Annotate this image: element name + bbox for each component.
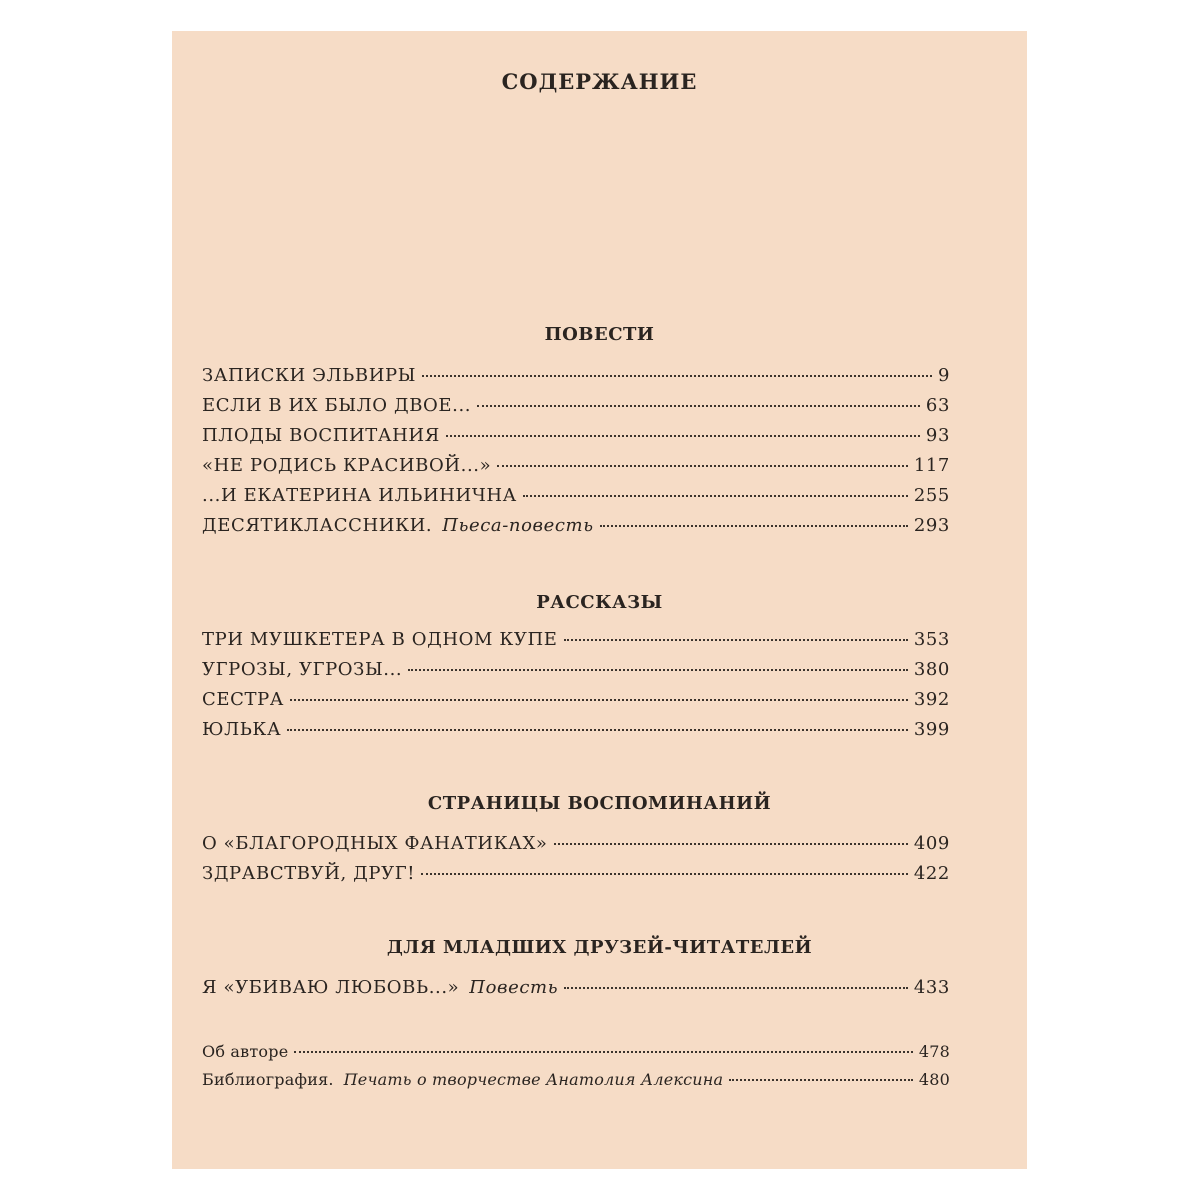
toc-entry-title: УГРОЗЫ, УГРОЗЫ...: [202, 659, 403, 680]
toc-entry-title: ЗДРАВСТВУЙ, ДРУГ!: [202, 863, 416, 884]
dot-leader: [564, 639, 908, 641]
toc-entry[interactable]: [202, 365, 950, 391]
dot-leader: [729, 1079, 913, 1081]
toc-entry-title: ЮЛЬКА: [202, 719, 282, 740]
toc-entry-page: 422: [913, 863, 950, 884]
toc-entry-page: 399: [913, 719, 950, 740]
toc-appendix-entry[interactable]: [202, 1042, 950, 1068]
dot-leader: [408, 669, 908, 671]
toc-entry[interactable]: [202, 515, 950, 541]
dot-leader: [446, 435, 920, 437]
toc-entry-subtitle: Пьеса-повесть: [442, 515, 594, 536]
page-title: СОДЕРЖАНИЕ: [501, 69, 698, 94]
section-heading-young-readers: ДЛЯ МЛАДШИХ ДРУЗЕЙ-ЧИТАТЕЛЕЙ: [386, 937, 813, 958]
toc-entry-page: 478: [918, 1042, 950, 1061]
toc-entry-page: 409: [913, 833, 950, 854]
book-page: [172, 31, 1027, 1169]
toc-entry-subtitle: Печать о творчестве Анатолия Алексина: [343, 1070, 724, 1089]
dot-leader: [294, 1051, 912, 1053]
toc-entry-page: 380: [913, 659, 950, 680]
dot-leader: [287, 729, 908, 731]
dot-leader: [421, 873, 908, 875]
dot-leader: [523, 495, 908, 497]
toc-entry-title: Я «УБИВАЮ ЛЮБОВЬ...»: [202, 977, 460, 998]
toc-entry[interactable]: [202, 863, 950, 889]
toc-entry[interactable]: [202, 485, 950, 511]
toc-entry-page: 117: [913, 455, 950, 476]
toc-entry-subtitle: Повесть: [469, 977, 559, 998]
toc-appendix-entry[interactable]: [202, 1070, 950, 1096]
toc-entry[interactable]: [202, 455, 950, 481]
toc-entry-page: 433: [913, 977, 950, 998]
toc-entry-title: ...И ЕКАТЕРИНА ИЛЬИНИЧНА: [202, 485, 517, 506]
toc-entry-page: 9: [937, 365, 950, 386]
section-heading-memories: СТРАНИЦЫ ВОСПОМИНАНИЙ: [427, 793, 772, 814]
toc-entry[interactable]: [202, 689, 950, 715]
toc-entry-title: ЗАПИСКИ ЭЛЬВИРЫ: [202, 365, 417, 386]
toc-entry-page: 392: [913, 689, 950, 710]
toc-entry[interactable]: [202, 833, 950, 859]
dot-leader: [422, 375, 932, 377]
section-heading-rasskazy: РАССКАЗЫ: [536, 592, 663, 613]
dot-leader: [497, 465, 908, 467]
toc-entry-title: ТРИ МУШКЕТЕРА В ОДНОМ КУПЕ: [202, 629, 558, 650]
toc-entry-page: 353: [913, 629, 950, 650]
toc-entry-title: Библиография.: [202, 1070, 334, 1089]
toc-entry-title: ПЛОДЫ ВОСПИТАНИЯ: [202, 425, 440, 446]
toc-entry-title: СЕСТРА: [202, 689, 285, 710]
toc-entry-page: 63: [925, 395, 950, 416]
toc-entry[interactable]: [202, 977, 950, 1003]
dot-leader: [477, 405, 920, 407]
toc-entry-title: ЕСЛИ В ИХ БЫЛО ДВОЕ...: [202, 395, 472, 416]
toc-entry-page: 255: [913, 485, 950, 506]
toc-entry[interactable]: [202, 425, 950, 451]
toc-entry-page: 93: [925, 425, 950, 446]
dot-leader: [290, 699, 908, 701]
toc-entry[interactable]: [202, 395, 950, 421]
toc-entry-page: 480: [918, 1070, 950, 1089]
dot-leader: [600, 525, 908, 527]
section-heading-povesti: ПОВЕСТИ: [544, 324, 655, 345]
toc-entry[interactable]: [202, 719, 950, 745]
dot-leader: [554, 843, 908, 845]
toc-entry[interactable]: [202, 629, 950, 655]
toc-entry-title: ДЕСЯТИКЛАССНИКИ.: [202, 515, 433, 536]
toc-entry-title: Об авторе: [202, 1042, 289, 1061]
toc-entry-title: О «БЛАГОРОДНЫХ ФАНАТИКАХ»: [202, 833, 548, 854]
toc-entry-title: «НЕ РОДИСЬ КРАСИВОЙ...»: [202, 455, 492, 476]
dot-leader: [564, 987, 908, 989]
toc-entry[interactable]: [202, 659, 950, 685]
toc-entry-page: 293: [913, 515, 950, 536]
